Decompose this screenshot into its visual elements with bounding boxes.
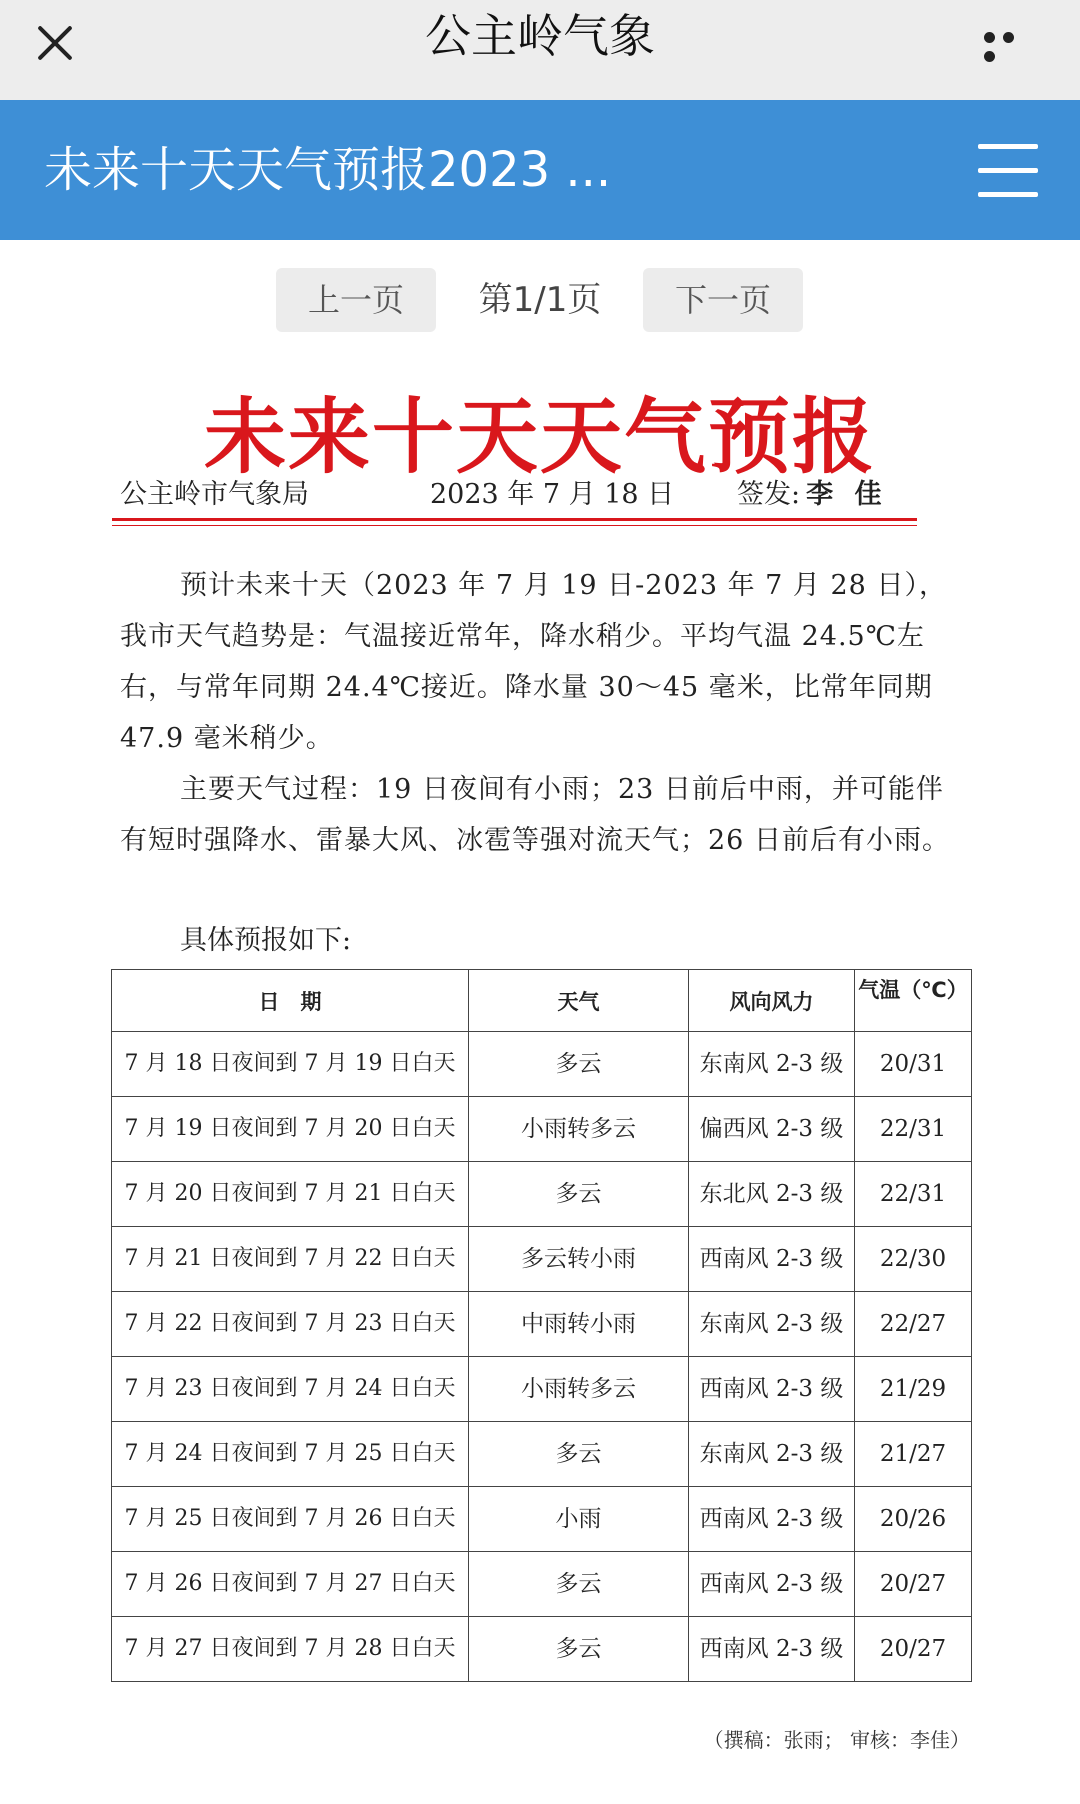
temperature-cell: 20/26 xyxy=(855,1487,972,1552)
next-page-button[interactable]: 下一页 xyxy=(643,268,803,332)
wind-cell: 东南风 2-3 级 xyxy=(689,1422,855,1487)
page-title: 未来十天天气预报2023 ... xyxy=(44,142,612,198)
wind-cell: 西南风 2-3 级 xyxy=(689,1487,855,1552)
weather-cell: 多云 xyxy=(469,1032,689,1097)
wind-cell: 东南风 2-3 级 xyxy=(689,1032,855,1097)
table-row xyxy=(112,1552,972,1617)
wind-cell: 偏西风 2-3 级 xyxy=(689,1097,855,1162)
header-date: 日 期 xyxy=(112,970,469,1032)
weather-cell: 小雨 xyxy=(469,1487,689,1552)
document-title: 未来十天天气预报 xyxy=(203,389,876,485)
temperature-cell: 22/31 xyxy=(855,1097,972,1162)
temperature-cell: 22/27 xyxy=(855,1292,972,1357)
temperature-cell: 21/29 xyxy=(855,1357,972,1422)
table-row xyxy=(112,1617,972,1682)
wind-cell: 西南风 2-3 级 xyxy=(689,1552,855,1617)
temperature-cell: 22/31 xyxy=(855,1162,972,1227)
period-cell: 7 月 23 日夜间到 7 月 24 日白天 xyxy=(112,1357,469,1422)
temperature-cell: 20/27 xyxy=(855,1617,972,1682)
header-weather: 天气 xyxy=(469,970,689,1032)
period-cell: 7 月 18 日夜间到 7 月 19 日白天 xyxy=(112,1032,469,1097)
prev-page-button[interactable]: 上一页 xyxy=(276,268,436,332)
table-row xyxy=(112,1292,972,1357)
temperature-cell: 20/31 xyxy=(855,1032,972,1097)
page-header xyxy=(0,100,1080,240)
weather-cell: 多云转小雨 xyxy=(469,1227,689,1292)
top-navigation-bar xyxy=(0,0,1080,100)
table-row xyxy=(112,1032,972,1097)
table-intro: 具体预报如下: xyxy=(180,925,352,956)
hamburger-menu-icon[interactable] xyxy=(978,144,1038,198)
temperature-cell: 21/27 xyxy=(855,1422,972,1487)
table-row xyxy=(112,1162,972,1227)
wind-cell: 东北风 2-3 级 xyxy=(689,1162,855,1227)
table-header-row xyxy=(112,970,972,1032)
header-temperature: 气温（℃） xyxy=(855,970,972,1032)
red-divider xyxy=(112,518,917,526)
forecast-summary xyxy=(120,560,965,866)
wind-cell: 东南风 2-3 级 xyxy=(689,1292,855,1357)
weather-cell: 多云 xyxy=(469,1552,689,1617)
summary-paragraph: 预计未来十天（2023 年 7 月 19 日-2023 年 7 月 28 日），我市天气趋势是：气温接近常年，降水稍少。平均气温 24.5℃左右，与常年同期 24.4℃接近。降水量 30～45 毫米，比常年同期 47.9 毫米稍少。 xyxy=(120,570,947,754)
wind-cell: 西南风 2-3 级 xyxy=(689,1357,855,1422)
period-cell: 7 月 24 日夜间到 7 月 25 日白天 xyxy=(112,1422,469,1487)
issuer xyxy=(737,472,888,511)
weather-cell: 多云 xyxy=(469,1422,689,1487)
weather-cell: 多云 xyxy=(469,1617,689,1682)
period-cell: 7 月 20 日夜间到 7 月 21 日白天 xyxy=(112,1162,469,1227)
issuing-agency: 公主岭市气象局 xyxy=(120,479,309,510)
table-row xyxy=(112,1097,972,1162)
weather-cell: 小雨转多云 xyxy=(469,1357,689,1422)
table-row xyxy=(112,1422,972,1487)
temperature-cell: 20/27 xyxy=(855,1552,972,1617)
document-meta xyxy=(120,472,920,512)
period-cell: 7 月 22 日夜间到 7 月 23 日白天 xyxy=(112,1292,469,1357)
period-cell: 7 月 19 日夜间到 7 月 20 日白天 xyxy=(112,1097,469,1162)
table-row xyxy=(112,1357,972,1422)
issuer-label: 签发: xyxy=(737,479,801,510)
table-row xyxy=(112,1227,972,1292)
page-indicator: 第1/1页 xyxy=(478,280,602,320)
period-cell: 7 月 21 日夜间到 7 月 22 日白天 xyxy=(112,1227,469,1292)
table-row xyxy=(112,1487,972,1552)
period-cell: 7 月 26 日夜间到 7 月 27 日白天 xyxy=(112,1552,469,1617)
more-options-icon[interactable] xyxy=(984,28,1040,44)
period-cell: 7 月 27 日夜间到 7 月 28 日白天 xyxy=(112,1617,469,1682)
period-cell: 7 月 25 日夜间到 7 月 26 日白天 xyxy=(112,1487,469,1552)
issue-date: 2023 年 7 月 18 日 xyxy=(430,479,675,510)
weather-cell: 多云 xyxy=(469,1162,689,1227)
weather-cell: 小雨转多云 xyxy=(469,1097,689,1162)
wind-cell: 西南风 2-3 级 xyxy=(689,1617,855,1682)
issuer-name: 李 佳 xyxy=(806,479,888,510)
header-wind: 风向风力 xyxy=(689,970,855,1032)
credits: （撰稿：张雨； 审核：李佳） xyxy=(703,1728,970,1752)
forecast-table xyxy=(111,969,972,1682)
temperature-cell: 22/30 xyxy=(855,1227,972,1292)
weather-cell: 中雨转小雨 xyxy=(469,1292,689,1357)
app-title: 公主岭气象 xyxy=(425,9,655,63)
wind-cell: 西南风 2-3 级 xyxy=(689,1227,855,1292)
weather-process-paragraph: 主要天气过程：19 日夜间有小雨；23 日前后中雨，并可能伴有短时强降水、雷暴大风、冰雹等强对流天气；26 日前后有小雨。 xyxy=(120,774,950,856)
pagination xyxy=(0,268,1080,334)
